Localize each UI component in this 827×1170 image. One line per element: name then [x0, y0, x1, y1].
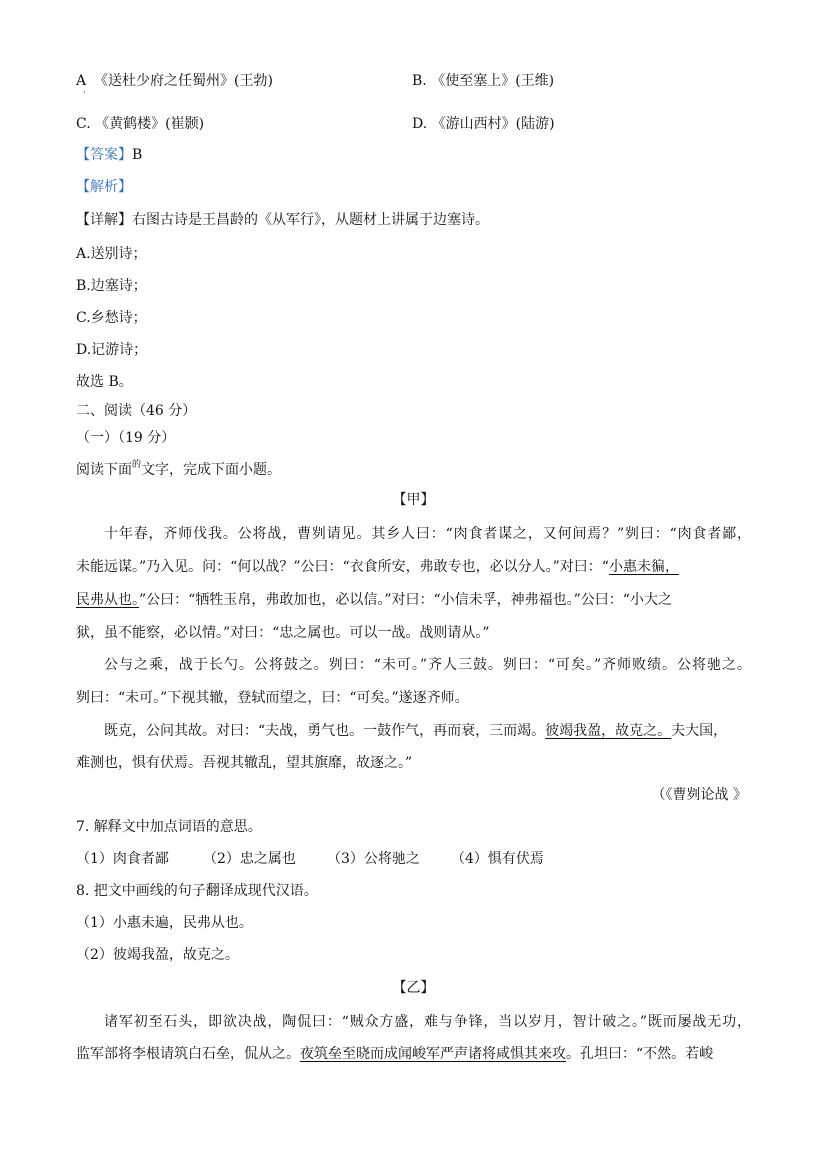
option-a: 《送杜少府之任蜀州》(王勃) — [94, 73, 273, 89]
analysis-conclusion: 故选 B。 — [76, 374, 133, 390]
option-c: C. 《黄鹤楼》(崔颢) — [76, 116, 205, 132]
option-b: B. 《使至塞上》(王维) — [412, 73, 555, 89]
passage-jia-title: 【甲】 — [392, 492, 435, 508]
option-a-letter: A — [76, 73, 87, 89]
jia-p1-line3-text: ”公曰：“牺牲玉帛，弗敢加也，必以信。”对曰：“小信未孚，神弗福也。”公曰：“小大之 — [139, 592, 672, 608]
analysis-item-a: A.送别诗； — [76, 246, 147, 262]
yi-line2 — [76, 1045, 713, 1063]
question-7: 7. 解释文中加点词语的意思。 — [76, 819, 262, 835]
analysis-item-d: D.记游诗； — [76, 342, 148, 358]
instruction-sup: 的 — [132, 460, 142, 470]
question-8-part-2: （2）彼竭我盈，故克之。 — [76, 947, 239, 963]
jia-p1-line2 — [76, 558, 679, 576]
yi-line2-before: 监军部将李根请筑白石垒，侃从之。 — [76, 1046, 300, 1062]
dot-mark: · — [83, 88, 86, 98]
jia-p1-line4: 狱，虽不能察，必以情。”对曰：“忠之属也。可以一战。战则请从。” — [76, 625, 490, 641]
answer-value: B — [132, 147, 143, 163]
jia-p3-line1-after: 夫大国， — [671, 723, 728, 739]
jia-p1-line3 — [76, 591, 672, 609]
jia-p1-line1: 十年春，齐师伐我。公将战，曹刿请见。其乡人曰：“肉食者谋之，又何间焉？”刿曰：“肉食者鄙， — [104, 526, 751, 542]
yi-underlined-sentence: 夜筑垒至晓而成闻峻军严声诸将咸惧其来攻 — [300, 1046, 566, 1062]
section-heading: 二、阅读（46 分） — [76, 403, 197, 419]
jia-p3-line1 — [104, 722, 727, 740]
jia-underlined-sentence-2: 彼竭我盈，故克之。 — [545, 723, 672, 739]
answer-tag: 【答案】 — [76, 147, 132, 163]
jia-p1-line2-text: 未能远谋。”乃入见。问：“何以战？”公曰：“衣食所安，弗敢专也，必以分人。”对曰：“ — [76, 559, 609, 575]
jia-underlined-sentence-1a: 小惠未徧， — [608, 559, 679, 575]
jia-underlined-sentence-1b: 民弗从也。 — [76, 592, 139, 608]
question-7-item-1: （1）肉食者鄙 — [76, 851, 169, 867]
section-instruction — [76, 461, 281, 481]
analysis-tag: 【解析】 — [76, 179, 132, 195]
yi-line1: 诸军初至石头，即欲决战，陶侃曰：“贼众方盛，难与争锋，当以岁月，智计破之。”既而屡战无功， — [104, 1014, 751, 1030]
passage-yi-title: 【乙】 — [392, 980, 435, 996]
question-8: 8. 把文中画线的句子翻译成现代汉语。 — [76, 883, 318, 899]
question-7-item-2: （2）忠之属也 — [203, 851, 296, 867]
option-d: D. 《游山西村》(陆游) — [412, 116, 555, 132]
jia-p2-line1: 公与之乘，战于长勺。公将鼓之。刿曰：“未可。”齐人三鼓。刿曰：“可矣。”齐师败绩。公将驰之。 — [104, 657, 751, 673]
jia-p2-line2: 刿曰：“未可。”下视其辙，登轼而望之，曰：“可矣。”遂逐齐师。 — [76, 690, 469, 706]
section-sub: （一）（19 分） — [76, 430, 176, 446]
answer-line — [76, 146, 142, 164]
instruction-before: 阅读下面 — [76, 462, 132, 478]
analysis-item-b: B.边塞诗； — [76, 278, 147, 294]
question-8-part-1: （1）小惠未遍，民弗从也。 — [76, 915, 253, 931]
analysis-detail: 【详解】右图古诗是王昌龄的《从军行》，从题材上讲属于边塞诗。 — [76, 212, 489, 228]
yi-line2-after: 。孔坦曰：“不然。若峻 — [566, 1046, 714, 1062]
jia-source: （《曹刿论战 》 — [651, 787, 747, 803]
jia-p3-line1-text: 既克，公问其故。对曰：“夫战，勇气也。一鼓作气，再而衰，三而竭。 — [104, 723, 546, 739]
jia-p3-line2: 难测也，惧有伏焉。吾视其辙乱，望其旗靡，故逐之。” — [76, 755, 413, 771]
question-7-item-3: （3）公将驰之 — [327, 851, 420, 867]
question-7-item-4: （4）惧有伏焉 — [451, 851, 544, 867]
analysis-item-c: C.乡愁诗； — [76, 310, 147, 326]
instruction-after: 文字，完成下面小题。 — [141, 462, 282, 478]
